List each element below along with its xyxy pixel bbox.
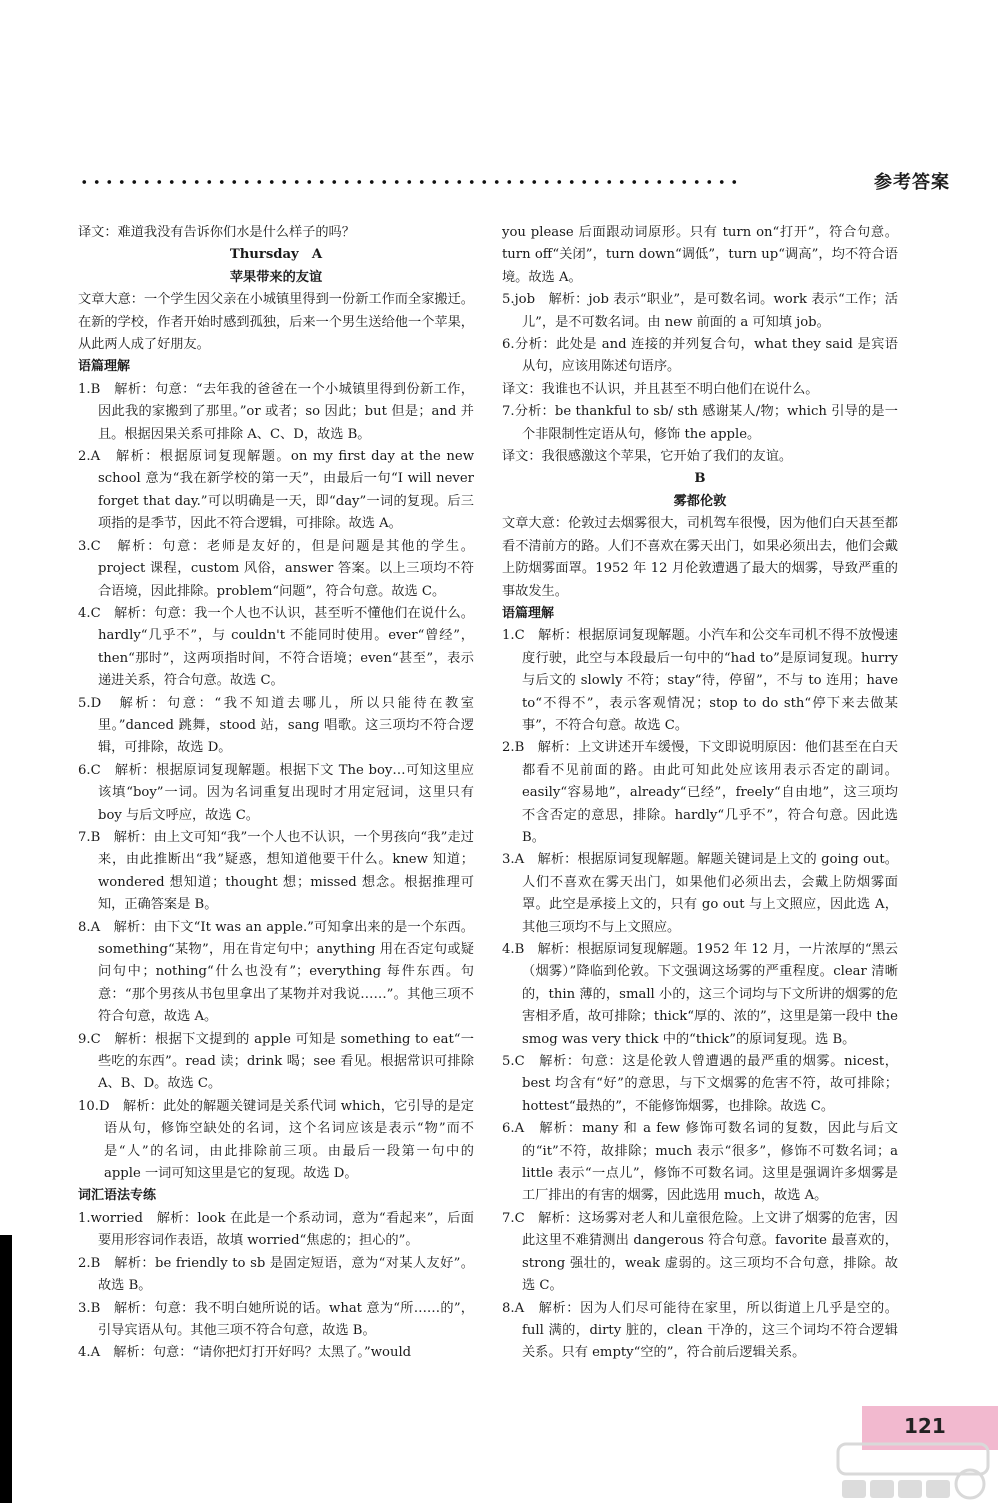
answer-paragraph: 5.D 解析：句意：“我不知道去哪儿，所以只能待在教室里。”danced 跳舞，stood 站，sang 唱歌。这三项均不符合逻辑，可排除，故选 D。 bbox=[78, 695, 474, 756]
answer-paragraph: you please 后面跟动词原形。只有 turn on“打开”，符合句意。turn off“关闭”，turn down“调低”，turn up“调高”，均不符合语境。故选 A。 bbox=[502, 225, 898, 285]
passage-title: 苹果带来的友谊 bbox=[229, 269, 323, 285]
answer-paragraph: 文章大意：一个学生因父亲在小城镇里得到一份新工作而全家搬迁。在新的学校，作者开始时感到孤独，后来一个男生送给他一个苹果，从此两人成了好朋友。 bbox=[78, 292, 474, 353]
answer-paragraph: 1.C 解析：根据原词复现解题。小汽车和公交车司机不得不放慢速度行驶，此空与本段最后一句中的“had to”是原词复现。hurry 与后文的 slowly 不符；stay“待，停留”，不与 to 连用；have to“不得不”，表示客观情况；stop to do sth“停下来去做某事”，不符合句意。故选 C。 bbox=[502, 628, 898, 733]
binding-shadow bbox=[0, 1235, 12, 1503]
passage-title: Thursday A bbox=[229, 247, 323, 263]
answer-paragraph: 7.分析：be thankful to sb/ sth 感谢某人/物；which 引导的是一个非限制性定语从句，修饰 the apple。 bbox=[502, 404, 898, 442]
answer-paragraph: 2.A 解析：根据原词复现解题。on my first day at the new school 意为“我在新学校的第一天”，由最后一句“I will never forget that day.”可以明确是一天，即“day”一词的复现。后三项指的是季节，因此不符合逻辑，可排除。故选 A。 bbox=[78, 449, 474, 532]
section-heading: 语篇理解 bbox=[502, 605, 555, 621]
page-header bbox=[78, 168, 958, 204]
answer-paragraph: 5.job 解析：job 表示“职业”，是可数名词。work 表示“工作；活儿”，是不可数名词。由 new 前面的 a 可知填 job。 bbox=[502, 292, 898, 330]
answer-paragraph: 10.D 解析：此处的解题关键词是关系代词 which，它引导的是定语从句，修饰空缺处的名词，这个名词应该是表示“物”而不是“人”的名词，由此排除前三项。由最后一段第一句中的 apple 一词可知这里是它的复现。故选 D。 bbox=[78, 1098, 474, 1182]
answer-paragraph: 4.C 解析：句意：我一个人也不认识，甚至听不懂他们在说什么。hardly“几乎不”，与 couldn't 不能同时使用。ever“曾经”，then“那时”，这两项指时间，不符合语境；even“甚至”，表示递进关系，符合句意。故选 C。 bbox=[78, 605, 474, 689]
answer-paragraph: 6.分析：此处是 and 连接的并列复合句，what they said 是宾语从句，应该用陈述句语序。 bbox=[502, 337, 898, 375]
answer-paragraph: 6.C 解析：根据原词复现解题。根据下文 The boy…可知这里应该填“boy”一词。因为名词重复出现时才用定冠词，这里只有 boy 与后文呼应，故选 C。 bbox=[78, 762, 474, 823]
answer-paragraph: 译文：我很感激这个苹果，它开始了我们的友谊。 bbox=[502, 449, 793, 465]
answer-paragraph: 3.B 解析：句意：我不明白她所说的话。what 意为“所……的”，引导宾语从句。其他三项不符合句意，故选 B。 bbox=[78, 1300, 474, 1338]
section-heading: 词汇语法专练 bbox=[78, 1188, 157, 1204]
answer-paragraph: 1.B 解析：句意：“去年我的爸爸在一个小城镇里得到份新工作，因此我的家搬到了那里。”or 或者；so 因此；but 但是；and 并且。根据因果关系可排除 A、C、D，故选 B。 bbox=[78, 381, 474, 442]
section-heading: 语篇理解 bbox=[78, 359, 131, 375]
answer-paragraph: 2.B 解析：上文讲述开车缓慢，下文即说明原因：他们甚至在白天都看不见前面的路。由此可知此处应该用表示否定的副词。easily“容易地”，already“已经”，freely“自由地”，这三项均不含否定的意思，排除。hardly“几乎不”，符合句意。因此选 B。 bbox=[502, 740, 898, 845]
left-column bbox=[78, 222, 474, 1365]
answer-paragraph: 7.B 解析：由上文可知“我”一个人也不认识，一个男孩向“我”走过来，由此推断出“我”疑惑，想知道他要干什么。knew 知道；wondered 想知道；thought 想；missed 想念。根据推理可知，正确答案是 B。 bbox=[78, 829, 474, 913]
answer-paragraph: 7.C 解析：这场雾对老人和儿童很危险。上文讲了烟雾的危害，因此这里不难猜测出 dangerous 符合句意。favorite 最喜欢的，strong 强壮的，weak 虚弱的。这三项均不合句意，排除。故选 C。 bbox=[502, 1210, 898, 1294]
answer-paragraph: 4.B 解析：根据原词复现解题。1952 年 12 月，一片浓厚的“黑云（烟雾）”降临到伦敦。下文强调这场雾的严重程度。clear 清晰的，thin 薄的，small 小的，这三个词均与下文所讲的烟雾的危害相矛盾，故可排除；thick“厚的、浓的”，这里是第一段中 the smog was very thick 中的“thick”的原词复现。选 B。 bbox=[502, 942, 898, 1047]
answer-paragraph: 3.C 解析：句意：老师是友好的，但是问题是其他的学生。project 课程，custom 风俗，answer 答案。以上三项均不符合语境，因此排除。problem“问题”，符合句意。故选 C。 bbox=[78, 538, 474, 599]
answer-paragraph: 8.A 解析：因为人们尽可能待在家里，所以街道上几乎是空的。full 满的，dirty 脏的，clean 干净的，这三个词均不符合逻辑关系。只有 empty“空的”，符合前后逻辑关系。 bbox=[502, 1300, 898, 1361]
answer-paragraph: 9.C 解析：根据下文提到的 apple 可知是 something to eat“一些吃的东西”。read 读；drink 喝；see 看见。根据常识可排除 A、B、D。故选 C。 bbox=[78, 1031, 474, 1092]
answer-paragraph: 1.worried 解析：look 在此是一个系动词，意为“看起来”，后面要用形容词作表语，故填 worried“焦虑的；担心的”。 bbox=[78, 1210, 474, 1249]
answer-paragraph: 2.B 解析：be friendly to sb 是固定短语，意为“对某人友好”。故选 B。 bbox=[78, 1255, 474, 1294]
watermark-logo bbox=[830, 1438, 1000, 1502]
page-number: 121 bbox=[904, 1414, 946, 1438]
answer-paragraph: 5.C 解析：句意：这是伦敦人曾遭遇的最严重的烟雾。nicest，best 均含有“好”的意思，与下文烟雾的危害不符，故可排除；hottest“最热的”，不能修饰烟雾，也排除。故选 C。 bbox=[502, 1054, 898, 1114]
answer-paragraph: 3.A 解析：根据原词复现解题。解题关键词是上文的 going out。人们不喜欢在雾天出门，如果他们必须出去，会戴上防烟雾面罩。此空是承接上文的，只有 go out 与上文照应，因此选 A，其他三项均不与上文照应。 bbox=[502, 852, 898, 935]
answer-paragraph: 6.A 解析：many 和 a few 修饰可数名词的复数，因此与后文的“it”不符，故排除；much 表示“很多”，修饰不可数名词；a little 表示“一点儿”，修饰不可数名词。这里是强调许多烟雾是工厂排出的有害的烟雾，因此选用 much，故选 A。 bbox=[502, 1121, 898, 1204]
section-title: 参考答案 bbox=[874, 172, 950, 193]
answer-paragraph: 文章大意：伦敦过去烟雾很大，司机驾车很慢，因为他们白天甚至都看不清前方的路。人们不喜欢在雾天出门，如果必须出去，他们会戴上防烟雾面罩。1952 年 12 月伦敦遭遇了最大的烟雾，导致严重的事故发生。 bbox=[502, 516, 898, 599]
answer-paragraph: 译文：难道我没有告诉你们水是什么样子的吗？ bbox=[78, 225, 355, 240]
answer-paragraph: 译文：我谁也不认识，并且甚至不明白他们在说什么。 bbox=[502, 381, 819, 397]
dotted-rule bbox=[78, 178, 743, 186]
answer-paragraph: 4.A 解析：句意：“请你把灯打开好吗？太黑了。”would bbox=[78, 1345, 412, 1361]
passage-title: 雾都伦敦 bbox=[673, 493, 727, 509]
answer-paragraph: 8.A 解析：由下文“It was an apple.”可知拿出来的是一个东西。something“某物”，用在肯定句中；anything 用在否定句或疑问句中；nothing“什么也没有”；everything 每件东西。句意：“那个男孩从书包里拿出了某物并对我说……”。其他三项不符合句意，故选 A。 bbox=[78, 919, 474, 1025]
right-column bbox=[502, 222, 898, 1365]
passage-title: B bbox=[694, 471, 706, 487]
